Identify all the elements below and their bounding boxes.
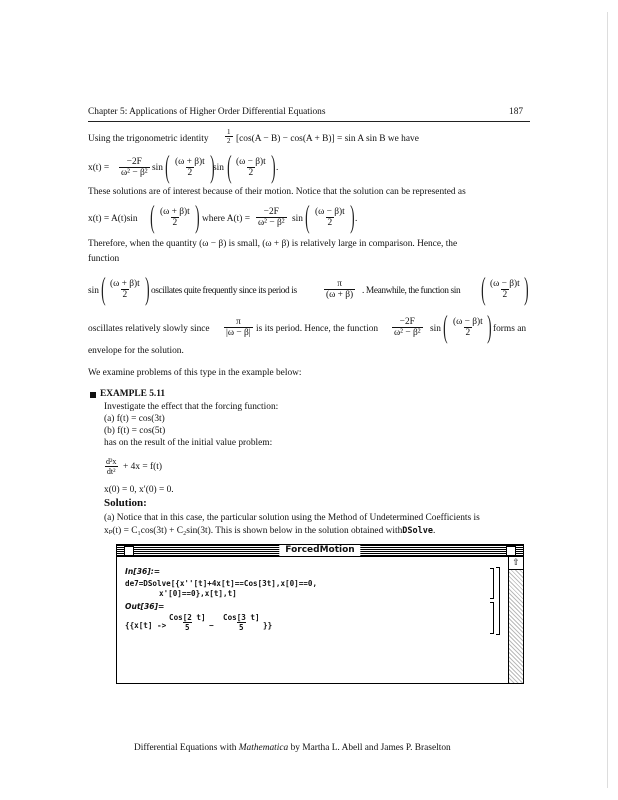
paren-right: ) <box>210 148 215 184</box>
hence-text: is its period. Hence, the function <box>256 324 379 334</box>
initial-conditions: x(0) = 0, x′(0) = 0. <box>104 485 174 495</box>
title-bar[interactable] <box>117 545 523 557</box>
example-bullet-icon <box>90 392 96 398</box>
examine-text: We examine problems of this type in the example below: <box>88 368 302 378</box>
example-title: EXAMPLE 5.11 <box>100 389 166 399</box>
eq1-sin-1: sin <box>152 163 163 173</box>
paren-right: ) <box>487 308 492 344</box>
eq1-arg-1: $\frac{(\omega + \beta)t}{2}$ <box>175 157 205 178</box>
eq1-sin-2: sin <box>213 163 224 173</box>
paren-right: ) <box>524 270 529 306</box>
fast-oscillation-text: oscillates quite frequently since its period is <box>151 286 297 296</box>
chapter-header: Chapter 5: Applications of Higher Order Differential Equations <box>88 107 326 117</box>
vertical-scrollbar[interactable] <box>508 557 523 683</box>
fast-arg: $\frac{(\omega + \beta)t}{2}$ <box>110 279 140 300</box>
output-minus: − <box>209 621 214 630</box>
amplitude-fraction: $\frac{-2F}{\text{ω² − β²}}$ <box>258 207 285 228</box>
page-number: 187 <box>509 107 524 117</box>
eq1-arg-2: $\frac{(\omega - \beta)t}{2}$ <box>236 157 266 178</box>
footer: Differential Equations with Mathematica by Martha L. Abell and James P. Braselton <box>134 743 451 753</box>
de-derivative: $\frac{\text{d²x}}{\text{dt²}}$ <box>106 457 117 476</box>
paren-left: ( <box>443 308 448 344</box>
meanwhile-text: . Meanwhile, the function sin <box>362 286 461 296</box>
envelope-sin: sin <box>430 324 441 334</box>
envelope-text: envelope for the solution. <box>88 346 184 356</box>
header-rule <box>88 121 530 122</box>
example-option-b: (b) f(t) = cos(5t) <box>104 426 166 436</box>
dsolve-code: DSolve <box>402 526 433 536</box>
eq2-period: . <box>355 214 358 224</box>
slow-period-fraction: $\frac{\pi}{|\omega - \beta|}$ <box>226 317 251 338</box>
example-text-2: has on the result of the initial value problem: <box>104 438 273 448</box>
eq1-lhs: x(t) = <box>88 163 110 173</box>
output-cell-bracket[interactable] <box>490 602 494 634</box>
example-option-a: (a) f(t) = cos(3t) <box>104 414 165 424</box>
envelope-fraction: $\frac{-2F}{\text{ω² − β²}}$ <box>394 317 421 338</box>
forms-an-text: forms an <box>493 324 527 334</box>
paren-left: ( <box>481 270 486 306</box>
solution-text-2: xₚ(t) = C₁cos(3t) + C₂sin(3t). This is shown below in the solution obtained withDSolve. <box>104 526 436 536</box>
paren-left: ( <box>305 198 310 234</box>
motion-text: These solutions are of interest because of their motion. Notice that the solution can be represented as <box>88 187 466 197</box>
paren-left: ( <box>165 148 170 184</box>
zoom-box-icon[interactable] <box>506 546 516 556</box>
fast-period-fraction: $\frac{\pi}{(\omega + \beta)}$ <box>326 279 354 300</box>
de-rhs: + 4x = f(t) <box>123 462 162 472</box>
scroll-up-arrow-icon[interactable]: ⇧ <box>509 557 523 570</box>
eq1-period: . <box>276 163 279 173</box>
intro-lead: Using the trigonometric identity <box>88 134 209 144</box>
output-label: Out[36]= <box>125 602 165 611</box>
page-edge-line <box>607 12 608 788</box>
footer-brand: Mathematica <box>238 743 289 753</box>
paren-left: ( <box>227 148 232 184</box>
input-label: In[36]:= <box>125 567 161 576</box>
mathematica-window <box>116 544 524 684</box>
paren-right: ) <box>350 198 355 234</box>
solution-heading: Solution: <box>104 497 147 509</box>
input-cell-bracket[interactable] <box>490 568 494 599</box>
identity-tail: [cos(A − B) − cos(A + B)] = sin A sin B we have <box>236 134 419 144</box>
input-line-2[interactable]: x'[0]==0},x[t],t] <box>159 589 237 598</box>
fast-sin: sin <box>88 286 99 296</box>
eq1-amplitude-fraction: $\frac{-2F}{\text{ω² − β²}}$ <box>121 157 148 178</box>
slow-arg: $\frac{(\omega - \beta)t}{2}$ <box>490 279 520 300</box>
paren-left: ( <box>150 198 155 234</box>
output-prefix: {{x[t] -> <box>125 621 167 630</box>
eq2-arg: $\frac{(\omega + \beta)t}{2}$ <box>160 207 190 228</box>
group-cell-bracket[interactable] <box>496 567 500 635</box>
where-text: where A(t) = <box>202 214 250 224</box>
window-title: ForcedMotion <box>279 545 360 556</box>
envelope-arg: $\frac{(\omega - \beta)t}{2}$ <box>453 317 483 338</box>
solution-text-1: (a) Notice that in this case, the particular solution using the Method of Undetermined Coefficients is <box>104 513 480 523</box>
amplitude-arg: $\frac{(\omega - \beta)t}{2}$ <box>315 207 345 228</box>
paren-right: ) <box>195 198 200 234</box>
therefore-text: Therefore, when the quantity (ω − β) is small, (ω + β) is relatively large in comparison. Hence, the <box>88 239 458 249</box>
paren-left: ( <box>101 270 106 306</box>
output-term-2: Cos[3 t] 5 <box>223 613 260 632</box>
slow-oscillation-text: oscillates relatively slowly since <box>88 324 210 334</box>
close-box-icon[interactable] <box>124 546 134 556</box>
output-suffix: }} <box>263 621 273 630</box>
input-line-1[interactable]: de7=DSolve[{x''[t]+4x[t]==Cos[3t],x[0]==0, <box>125 579 318 588</box>
function-word: function <box>88 254 120 264</box>
paren-right: ) <box>271 148 276 184</box>
paren-right: ) <box>145 270 150 306</box>
output-term-1: Cos[2 t] 5 <box>169 613 206 632</box>
example-text-1: Investigate the effect that the forcing function: <box>104 402 279 412</box>
eq2-lhs: x(t) = A(t)sin <box>88 214 138 224</box>
eq2-sin: sin <box>292 214 303 224</box>
half-fraction: $\frac{1}{2}$ <box>227 128 231 145</box>
